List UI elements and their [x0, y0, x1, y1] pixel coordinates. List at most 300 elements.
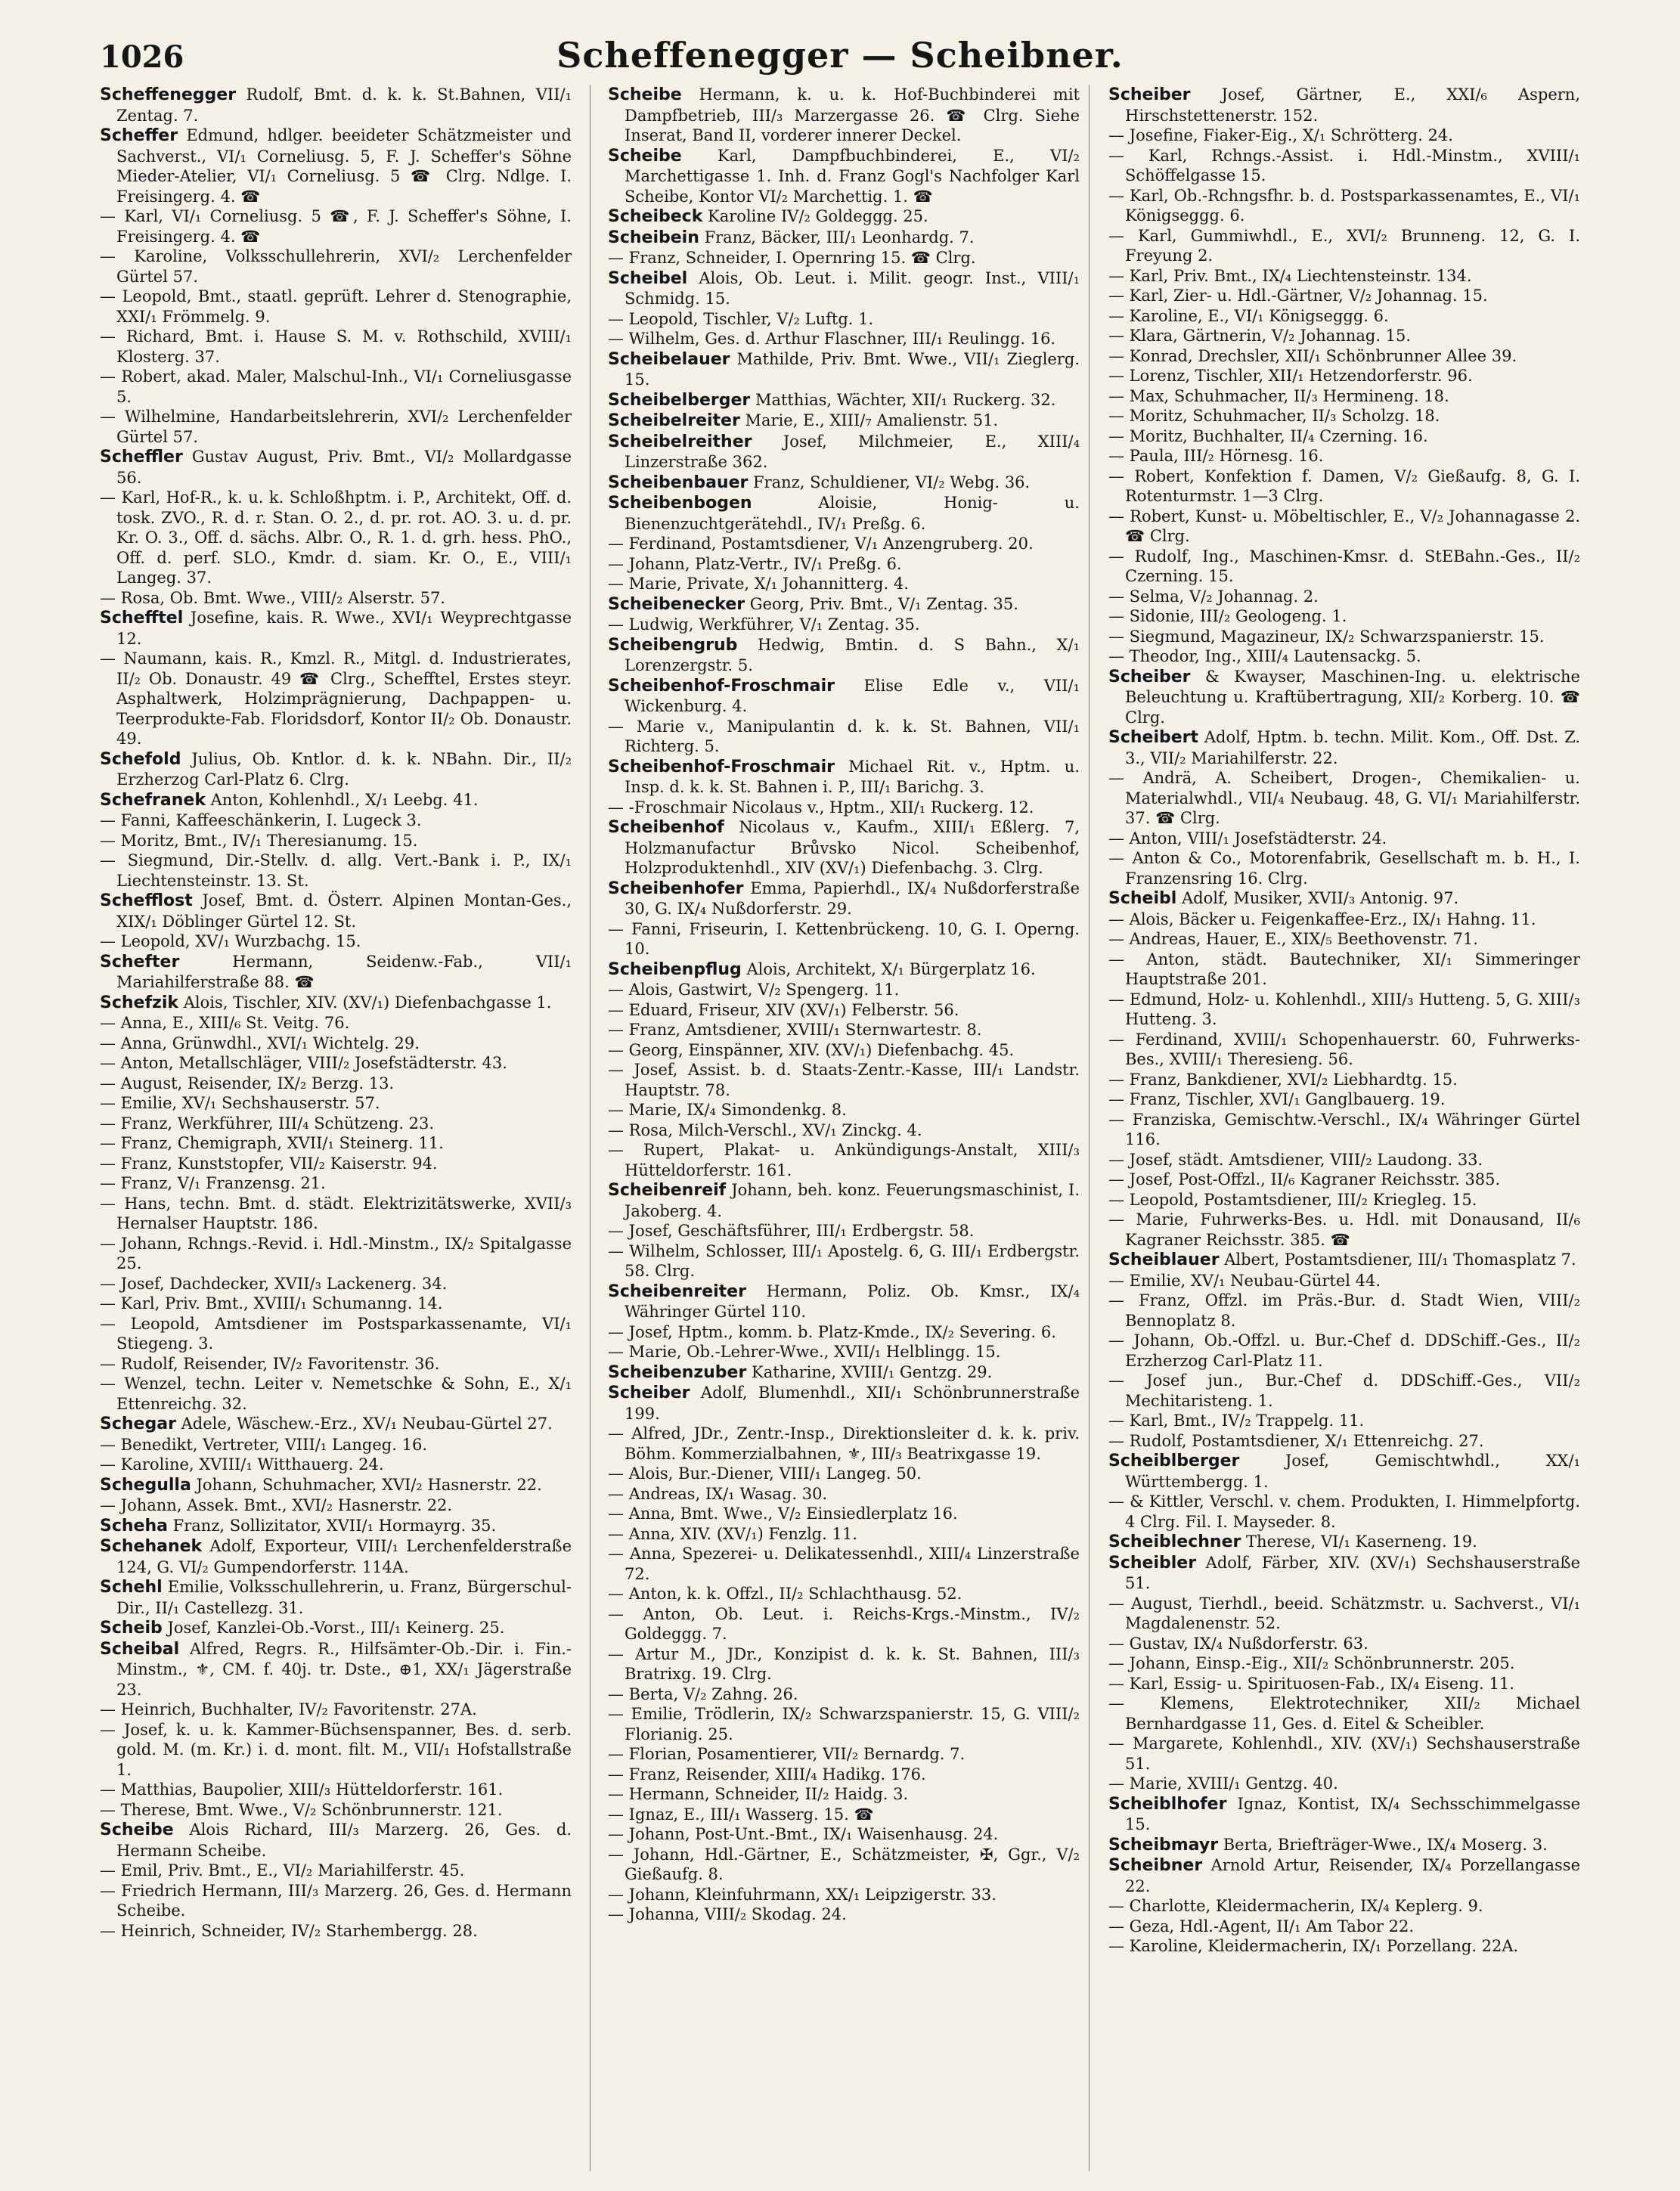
entry-text: — Leopold, XV/₁ Wurzbachg. 15. — [100, 932, 361, 950]
entry-headword: Scheibenpflug — [608, 959, 742, 979]
entry-headword: Scheibenreiter — [608, 1281, 746, 1301]
entry-text: Berta, Briefträger-Wwe., IX/₄ Moserg. 3. — [1218, 1835, 1548, 1854]
directory-entry — [608, 1524, 1080, 1545]
directory-entry — [100, 851, 572, 891]
entry-text: Josef, Milchmeier, E., XIII/₄ Linzerstraße 362. — [625, 432, 1080, 471]
entry-text: — Alois, Gastwirt, V/₂ Spengerg. 11. — [608, 981, 900, 999]
directory-entry — [608, 615, 1080, 635]
entry-text: — Eduard, Friseur, XIV (XV/₁) Felberstr. 56. — [608, 1000, 959, 1019]
entry-text: Therese, VI/₁ Kaserneng. 19. — [1241, 1532, 1477, 1551]
entry-text: — Marie v., Manipulantin d. k. k. St. Bahnen, VII/₁ Richterg. 5. — [608, 717, 1080, 755]
directory-entry — [1108, 888, 1580, 910]
directory-entry — [1108, 186, 1580, 226]
entry-text: — Selma, V/₂ Johannag. 2. — [1108, 587, 1319, 606]
directory-entry — [1108, 346, 1580, 367]
entry-text: — Johann, Ob.-Offzl. u. Bur.-Chef d. DDSchiff.-Ges., II/₂ Erzherzog Carl-Platz 11. — [1108, 1331, 1580, 1370]
entry-text: Emilie, Volksschullehrerin, u. Franz, Bürgerschul-Dir., II/₁ Castellezg. 31. — [116, 1578, 572, 1617]
directory-entry — [608, 757, 1080, 798]
entry-headword: Scheiblhofer — [1108, 1794, 1227, 1814]
directory-entry — [100, 1274, 572, 1294]
directory-entry — [100, 952, 572, 993]
directory-entry — [608, 554, 1080, 575]
entry-text: — Paula, III/₂ Hörnesg. 16. — [1108, 447, 1324, 465]
entry-text: — Ludwig, Werkführer, V/₁ Zentag. 35. — [608, 615, 920, 634]
entry-text: — Karoline, XVIII/₁ Witthauerg. 24. — [100, 1455, 384, 1474]
entry-text: — Franz, Bankdiener, XVI/₂ Liebhardtg. 15. — [1108, 1070, 1458, 1089]
directory-entry — [1108, 1411, 1580, 1431]
entry-text: Edmund, hdlger. beeideter Schätzmeister und Sachverst., VI/₁ Corneliusg. 5, F. J. Scheffer's Söhne Mieder-Atelier, VI/₁ Corneliusg. 5 ☎ Clrg. Ndlge. I. Freisingerg. 4. ☎ — [116, 126, 572, 206]
entry-text: — Karl, Ob.-Rchngsfhr. b. d. Postsparkassenamtes, E., VI/₁ Königseggg. 6. — [1108, 186, 1580, 225]
directory-entry — [608, 717, 1080, 757]
directory-entry — [1108, 1291, 1580, 1331]
entry-text: — Josefine, Fiaker-Eig., X/₁ Schrötterg. 24. — [1108, 126, 1453, 144]
entry-text: — Rosa, Milch-Verschl., XV/₁ Zinckg. 4. — [608, 1120, 922, 1139]
entry-headword: Scheiber — [1108, 667, 1191, 686]
entry-text: — Sidonie, III/₂ Geologeng. 1. — [1108, 607, 1347, 625]
directory-entry — [1108, 606, 1580, 627]
entry-text: Karoline IV/₂ Goldeggg. 25. — [702, 207, 928, 225]
directory-entry — [100, 749, 572, 790]
entry-text: — Fanni, Kaffeeschänkerin, I. Lugeck 3. — [100, 811, 422, 829]
directory-entry — [1108, 848, 1580, 888]
directory-entry — [1108, 1250, 1580, 1271]
directory-entry — [608, 1784, 1080, 1805]
directory-entry — [608, 1424, 1080, 1464]
entry-text: — Leopold, Amtsdiener im Postsparkassenamte, VI/₁ Stiegeng. 3. — [100, 1314, 572, 1353]
entry-headword: Scheibeck — [608, 207, 703, 226]
directory-entry — [608, 309, 1080, 330]
entry-text: — Anna, Spezerei- u. Delikatessenhdl., XIII/₄ Linzerstraße 72. — [608, 1545, 1080, 1583]
directory-entry — [608, 1544, 1080, 1584]
entry-headword: Scheffler — [100, 448, 183, 466]
directory-entry — [100, 206, 572, 246]
directory-entry — [100, 790, 572, 811]
entry-text: — Edmund, Holz- u. Kohlenhdl., XIII/₃ Hutteng. 5, G. XIII/₃ Hutteng. 3. — [1108, 990, 1580, 1028]
entry-headword: Scheibe — [608, 146, 682, 166]
directory-entry — [100, 891, 572, 931]
directory-entry — [1108, 85, 1580, 126]
directory-entry — [608, 1342, 1080, 1362]
directory-entry — [100, 85, 572, 126]
entry-headword: Scheibenzuber — [608, 1362, 747, 1382]
directory-entry — [608, 390, 1080, 411]
directory-entry — [1108, 587, 1580, 607]
entry-text: — Leopold, Postamtsdiener, III/₂ Kriegleg. 15. — [1108, 1190, 1477, 1209]
entry-headword: Scheibenhof — [608, 818, 724, 837]
entry-text: — Johann, Assek. Bmt., XVI/₂ Hasnerstr. 22. — [100, 1496, 453, 1514]
entry-text: — Fanni, Friseurin, I. Kettenbrückeng. 10, G. I. Operng. 10. — [608, 919, 1080, 958]
entry-text: — -Froschmair Nicolaus v., Hptm., XII/₁ Ruckerg. 12. — [608, 798, 1034, 817]
entry-text: — Artur M., JDr., Konzipist d. k. k. St. Bahnen, III/₃ Bratrixg. 19. Clrg. — [608, 1644, 1080, 1683]
directory-entry — [1108, 1190, 1580, 1210]
entry-text: — Anton & Co., Motorenfabrik, Gesellschaft m. b. H., I. Franzensring 16. Clrg. — [1108, 849, 1580, 888]
entry-text: — Anton, Ob. Leut. i. Reichs-Krgs.-Minstm., IV/₂ Goldeggg. 7. — [608, 1604, 1080, 1643]
entry-text: — Karl, Hof-R., k. u. k. Schloßhptm. i. P., Architekt, Off. d. tosk. ZVO., R. d. r. Stan. O. 2., d. pr. rot. AO. 3. u. d. pr. Kr. O. 3., Off. d. sächs. Albr. O., R. 1. d. grh. hess. PhO., Off. d. perf. SLO., Kmdr. d. siam. Kr. O., E., VIII/₁ Langeg. 37. — [100, 488, 572, 587]
directory-entry — [608, 248, 1080, 268]
entry-text: Karl, Dampfbuchbinderei, E., VI/₂ Marchettigasse 1. Inh. d. Franz Gogl's Nachfolger Karl Scheibe, Kontor VI/₂ Marchettig. 1. ☎ — [625, 146, 1080, 206]
entry-text: — Ferdinand, XVIII/₁ Schopenhauerstr. 60, Fuhrwerks-Bes., XVIII/₁ Theresieng. 56. — [1108, 1030, 1580, 1068]
directory-entry — [100, 1053, 572, 1074]
entry-headword: Scheibein — [608, 228, 699, 247]
directory-entry — [608, 1644, 1080, 1684]
directory-entry — [1108, 768, 1580, 829]
entry-text: — Moritz, Bmt., IV/₁ Theresianumg. 15. — [100, 831, 418, 850]
entry-text: Anton, Kohlenhdl., X/₁ Leebg. 41. — [205, 790, 479, 809]
directory-entry — [100, 1720, 572, 1780]
columns-container — [100, 85, 1580, 2171]
entry-headword: Scheibe — [100, 1821, 174, 1839]
directory-entry — [100, 1577, 572, 1618]
entry-text: Mathilde, Priv. Bmt. Wwe., VII/₁ Zieglerg. 15. — [625, 349, 1080, 389]
entry-text: Alois, Ob. Leut. i. Milit. geogr. Inst., VIII/₁ Schmidg. 15. — [625, 268, 1080, 308]
entry-headword: Schegulla — [100, 1475, 191, 1495]
entry-text: — Rudolf, Postamtsdiener, X/₁ Ettenreichg. 27. — [1108, 1431, 1484, 1450]
directory-entry — [608, 1120, 1080, 1141]
page-number: 1026 — [100, 39, 184, 75]
directory-entry — [100, 1861, 572, 1881]
entry-text: — August, Reisender, IX/₂ Berzg. 13. — [100, 1074, 395, 1092]
entry-text: Alois Richard, III/₃ Marzerg. 26, Ges. d. Hermann Scheibe. — [116, 1821, 572, 1860]
directory-entry — [1108, 1936, 1580, 1957]
directory-entry — [608, 1464, 1080, 1484]
directory-entry — [608, 1000, 1080, 1021]
directory-entry — [1108, 386, 1580, 407]
entry-text: — Anton, VIII/₁ Josefstädterstr. 24. — [1108, 829, 1387, 848]
entry-headword: Schefflost — [100, 891, 193, 910]
directory-entry — [608, 228, 1080, 249]
entry-text: — Karl, Gummiwhdl., E., XVI/₂ Brunneng. 12, G. I. Freyung 2. — [1108, 226, 1580, 265]
directory-entry — [1108, 366, 1580, 386]
entry-text: — Rupert, Plakat- u. Ankündigungs-Anstalt, XIII/₃ Hütteldorferstr. 161. — [608, 1141, 1080, 1179]
entry-headword: Schefranek — [100, 790, 206, 810]
directory-entry — [608, 635, 1080, 676]
entry-text: Michael Rit. v., Hptm. u. Insp. d. k. k. St. Bahnen i. P., III/₁ Barichg. 3. — [625, 757, 1080, 796]
entry-text: — Franz, V/₁ Franzensg. 21. — [100, 1174, 326, 1192]
entry-text: — Johann, Post-Unt.-Bmt., IX/₁ Waisenhausg. 24. — [608, 1825, 999, 1843]
directory-entry — [1108, 1371, 1580, 1411]
entry-text: — Naumann, kais. R., Kmzl. R., Mitgl. d. Industrierates, II/₂ Ob. Donaustr. 49 ☎ Clrg., Schefftel, Erstes steyr. Asphaltwerk, Holzimprägnierung, Dachpappen- u. Teerprodukte-Fab. Floridsdorf, Kontor II/₂ Ob. Donaustr. 49. — [100, 649, 572, 748]
directory-entry — [1108, 1532, 1580, 1553]
directory-entry — [608, 1281, 1080, 1322]
entry-text: — Karl, Essig- u. Spirituosen-Fab., IX/₄ Eiseng. 11. — [1108, 1674, 1514, 1693]
entry-headword: Scheibenecker — [608, 594, 745, 614]
entry-headword: Scheffer — [100, 126, 178, 145]
entry-text: — Franz, Tischler, XVI/₁ Ganglbauerg. 19. — [1108, 1090, 1446, 1108]
entry-text: — Alfred, JDr., Zentr.-Insp., Direktionsleiter d. k. k. priv. Böhm. Kommerzialbahnen, ⚜, III/₃ Beatrixgasse 19. — [608, 1424, 1080, 1463]
directory-entry — [1108, 1110, 1580, 1150]
entry-headword: Scheiblechner — [1108, 1532, 1241, 1551]
entry-headword: Scheibenbauer — [608, 473, 749, 492]
directory-entry — [1108, 1917, 1580, 1937]
entry-headword: Scheibengrub — [608, 635, 738, 655]
entry-headword: Scheibler — [1108, 1553, 1197, 1573]
directory-entry — [1108, 1150, 1580, 1170]
entry-text: & Kwayser, Maschinen-Ing. u. elektrische Beleuchtung u. Kraftübertragung, XII/₂ Korberg. 10. ☎ Clrg. — [1125, 667, 1580, 727]
directory-entry — [100, 1234, 572, 1274]
entry-text: — Marie, Ob.-Lehrer-Wwe., XVII/₁ Helblingg. 15. — [608, 1343, 1001, 1361]
entry-headword: Scheibenhofer — [608, 879, 744, 898]
entry-text: Alfred, Regrs. R., Hilfsämter-Ob.-Dir. i. Fin.-Minstm., ⚜, CM. f. 40j. tr. Dste., ⊕1, XX/₁ Jägerstraße 23. — [116, 1639, 572, 1699]
entry-text: Franz, Sollizitator, XVII/₁ Hormayrg. 35. — [167, 1516, 497, 1535]
entry-text: — Wilhelmine, Handarbeitslehrerin, XVI/₂ Lerchenfelder Gürtel 57. — [100, 408, 572, 446]
directory-entry — [1108, 306, 1580, 327]
entry-headword: Schegar — [100, 1415, 176, 1433]
entry-text: Elise Edle v., VII/₁ Wickenburg. 4. — [625, 676, 1080, 715]
entry-text: — Alois, Bäcker u. Feigenkaffee-Erz., IX/₁ Hahng. 11. — [1108, 910, 1536, 928]
directory-entry — [1108, 1271, 1580, 1291]
entry-text: — Moritz, Schuhmacher, II/₃ Scholzg. 18. — [1108, 407, 1440, 425]
entry-text: Adolf, Musiker, XVII/₃ Antonig. 97. — [1176, 889, 1459, 907]
directory-entry — [1108, 547, 1580, 587]
entry-text: — Geza, Hdl.-Agent, II/₁ Am Tabor 22. — [1108, 1917, 1415, 1935]
directory-entry — [608, 817, 1080, 879]
directory-entry — [608, 268, 1080, 309]
entry-text: — Max, Schuhmacher, II/₃ Hermineng. 18. — [1108, 386, 1449, 405]
entry-text: — Johann, Rchngs.-Revid. i. Hdl.-Minstm., IX/₂ Spitalgasse 25. — [100, 1234, 572, 1272]
column-3 — [1108, 85, 1580, 2171]
entry-text: Matthias, Wächter, XII/₁ Ruckerg. 32. — [750, 390, 1056, 409]
directory-entry — [608, 206, 1080, 228]
directory-entry — [100, 1154, 572, 1174]
directory-entry — [100, 1374, 572, 1414]
entry-text: Albert, Postamtsdiener, III/₁ Thomasplatz 7. — [1219, 1250, 1576, 1269]
directory-entry — [100, 1516, 572, 1537]
entry-text: — Robert, Konfektion f. Damen, V/₂ Gießaufg. 8, G. I. Rotenturmstr. 1—3 Clrg. — [1108, 466, 1580, 505]
directory-entry — [1108, 1331, 1580, 1371]
directory-entry — [608, 1604, 1080, 1644]
entry-text: — Rudolf, Ing., Maschinen-Kmsr. d. StEBahn.-Ges., II/₂ Czerning. 15. — [1108, 547, 1580, 585]
entry-text: — Franz, Chemigraph, XVII/₁ Steinerg. 11. — [100, 1134, 444, 1152]
entry-text: — Ignaz, E., III/₁ Wasserg. 15. ☎ — [608, 1805, 874, 1824]
column-divider — [1089, 85, 1090, 2171]
directory-entry — [1108, 667, 1580, 728]
directory-entry — [608, 1221, 1080, 1241]
directory-entry — [608, 146, 1080, 207]
directory-entry — [608, 1180, 1080, 1221]
column-2 — [608, 85, 1080, 2171]
directory-entry — [608, 1383, 1080, 1424]
directory-entry — [1108, 1594, 1580, 1634]
directory-entry — [608, 1362, 1080, 1384]
directory-entry — [608, 432, 1080, 473]
entry-text: — Ferdinand, Postamtsdiener, V/₁ Anzengruberg. 20. — [608, 535, 1034, 553]
directory-entry — [100, 287, 572, 327]
directory-entry — [1108, 829, 1580, 849]
entry-text: — Franz, Reisender, XIII/₄ Hadikg. 176. — [608, 1765, 926, 1783]
directory-entry — [100, 1093, 572, 1114]
directory-entry — [608, 473, 1080, 494]
entry-text: — Karoline, Kleidermacherin, IX/₁ Porzellang. 22A. — [1108, 1937, 1519, 1955]
directory-entry — [1108, 446, 1580, 466]
entry-text: — Johann, Platz-Vertr., IV/₁ Preßg. 6. — [608, 554, 902, 573]
directory-entry — [100, 1455, 572, 1475]
directory-entry — [100, 1435, 572, 1455]
entry-text: — Franz, Werkführer, III/₄ Schützeng. 23. — [100, 1114, 435, 1133]
entry-text: — Heinrich, Schneider, IV/₂ Starhembergg. 28. — [100, 1921, 478, 1940]
directory-entry — [1108, 286, 1580, 306]
entry-text: — Josef, Geschäftsführer, III/₁ Erdbergstr. 58. — [608, 1222, 975, 1240]
directory-entry — [1108, 1674, 1580, 1694]
entry-text: — Heinrich, Buchhalter, IV/₂ Favoritenstr. 27A. — [100, 1700, 477, 1718]
entry-text: Franz, Schuldiener, VI/₂ Webg. 36. — [748, 473, 1031, 491]
entry-headword: Schefold — [100, 749, 181, 769]
directory-entry — [1108, 1734, 1580, 1774]
directory-entry — [100, 1881, 572, 1921]
directory-entry — [608, 1060, 1080, 1100]
entry-text: — Andreas, IX/₁ Wasag. 30. — [608, 1484, 828, 1503]
directory-entry — [608, 1805, 1080, 1825]
entry-text: Adolf, Exporteur, VIII/₁ Lerchenfelderstraße 124, G. VI/₂ Gumpendorferstr. 114A. — [116, 1537, 572, 1576]
directory-entry — [1108, 146, 1580, 186]
directory-entry — [100, 1034, 572, 1054]
entry-text: — Margarete, Kohlenhdl., XIV. (XV/₁) Sechshauserstraße 51. — [1108, 1734, 1580, 1773]
entry-text: Nicolaus v., Kaufm., XIII/₁ Eßlerg. 7, Holzmanufactur Brůvsko Nicol. Scheibenhof, Holzproduktenhdl., XIV (XV/₁) Diefenbachg. 3. Clrg. — [625, 818, 1080, 877]
directory-entry — [1108, 1855, 1580, 1896]
entry-text: — Berta, V/₂ Zahng. 26. — [608, 1684, 798, 1703]
entry-headword: Scheibenhof-Froschmair — [608, 757, 835, 776]
directory-entry — [100, 1173, 572, 1194]
entry-text: — Anton, Metallschläger, VIII/₂ Josefstädterstr. 43. — [100, 1054, 507, 1072]
directory-entry — [608, 1100, 1080, 1120]
entry-text: Adolf, Blumenhdl., XII/₁ Schönbrunnerstraße 199. — [625, 1384, 1080, 1423]
entry-text: — Johann, Hdl.-Gärtner, E., Schätzmeister, ✠, Ggr., V/₂ Gießaufg. 8. — [608, 1845, 1080, 1883]
entry-text: Georg, Priv. Bmt., V/₁ Zentag. 35. — [745, 594, 1018, 613]
entry-text: Emma, Papierhdl., IX/₄ Nußdorferstraße 30, G. IX/₄ Nußdorferstr. 29. — [625, 879, 1080, 918]
directory-entry — [608, 879, 1080, 919]
entry-text: — Benedikt, Vertreter, VIII/₁ Langeg. 16. — [100, 1435, 427, 1454]
entry-text: — Konrad, Drechsler, XII/₁ Schönbrunner Allee 39. — [1108, 346, 1517, 365]
entry-text: — Leopold, Tischler, V/₂ Luftg. 1. — [608, 309, 874, 328]
directory-entry — [100, 488, 572, 588]
entry-headword: Schehanek — [100, 1537, 203, 1556]
entry-text: Adele, Wäschew.-Erz., XV/₁ Neubau-Gürtel 27. — [175, 1415, 553, 1433]
entry-headword: Scheibl — [1108, 889, 1177, 908]
entry-text: — Karl, Bmt., IV/₂ Trappelg. 11. — [1108, 1412, 1365, 1430]
entry-text: Hedwig, Bmtin. d. S Bahn., X/₁ Lorenzergstr. 5. — [625, 635, 1080, 674]
directory-entry — [1108, 646, 1580, 667]
entry-text: — Emilie, Trödlerin, IX/₂ Schwarzspanierstr. 15, G. VIII/₂ Florianig. 25. — [608, 1705, 1080, 1743]
entry-text: Johann, Schuhmacher, XVI/₂ Hasnerstr. 22. — [191, 1475, 542, 1494]
directory-entry — [608, 411, 1080, 432]
directory-entry — [100, 1639, 572, 1700]
entry-text: — Anna, E., XIII/₆ St. Veitg. 76. — [100, 1014, 350, 1032]
entry-text: Josefine, kais. R. Wwe., XVI/₁ Weyprechtgasse 12. — [116, 609, 572, 648]
directory-entry — [608, 594, 1080, 615]
entry-text: — Franz, Schneider, I. Opernring 15. ☎ Clrg. — [608, 249, 976, 267]
directory-entry — [100, 993, 572, 1014]
entry-text: — Robert, Kunst- u. Möbeltischler, E., V/₂ Johannagasse 2. ☎ Clrg. — [1108, 507, 1580, 545]
entry-text: — Anton, k. k. Offzl., II/₂ Schlachthausg. 52. — [608, 1585, 962, 1603]
entry-text: — Andreas, Hauer, E., XIX/₅ Beethovenstr. 71. — [1108, 930, 1478, 948]
directory-entry — [608, 574, 1080, 594]
directory-entry — [1108, 507, 1580, 547]
entry-headword: Scheibelreither — [608, 432, 752, 451]
directory-entry — [1108, 326, 1580, 346]
directory-entry — [608, 1684, 1080, 1705]
entry-text: — Andrä, A. Scheibert, Drogen-, Chemikalien- u. Materialwhdl., VII/₄ Neubaug. 48, G. VI/₁ Mariahilferstr. 37. ☎ Clrg. — [1108, 769, 1580, 827]
directory-entry — [100, 1013, 572, 1034]
entry-text: — Charlotte, Kleidermacherin, IX/₄ Keplerg. 9. — [1108, 1897, 1483, 1915]
entry-text: Rudolf, Bmt. d. k. k. St.Bahnen, VII/₁ Zentag. 7. — [116, 85, 572, 125]
entry-text: — Anton, städt. Bautechniker, XI/₁ Simmeringer Hauptstraße 201. — [1108, 950, 1580, 988]
directory-entry — [100, 1294, 572, 1314]
directory-entry — [1108, 1030, 1580, 1070]
directory-entry — [608, 85, 1080, 146]
entry-text: — Marie, IX/₄ Simondenkg. 8. — [608, 1101, 847, 1119]
directory-entry — [1108, 1896, 1580, 1917]
entry-text: Josef, Bmt. d. Österr. Alpinen Montan-Ges., XIX/₁ Döblinger Gürtel 12. St. — [116, 891, 572, 931]
entry-text: Adolf, Hptm. b. techn. Milit. Kom., Off. Dst. Z. 3., VII/₂ Mariahilferstr. 22. — [1125, 728, 1580, 767]
entry-text: — Emilie, XV/₁ Sechshauserstr. 57. — [100, 1094, 380, 1112]
entry-text: — Siegmund, Dir.-Stellv. d. allg. Vert.-Bank i. P., IX/₁ Liechtensteinstr. 13. St. — [100, 851, 572, 890]
entry-text: — Matthias, Baupolier, XIII/₃ Hütteldorferstr. 161. — [100, 1780, 504, 1799]
entry-text: — Johann, Einsp.-Eig., XII/₂ Schönbrunnerstr. 205. — [1108, 1654, 1515, 1672]
directory-entry — [100, 1618, 572, 1639]
directory-entry — [1108, 727, 1580, 768]
entry-headword: Scheibert — [1108, 728, 1199, 747]
entry-text: — Emilie, XV/₁ Neubau-Gürtel 44. — [1108, 1271, 1381, 1290]
entry-text: — Rudolf, Reisender, IV/₂ Favoritenstr. 36. — [100, 1354, 440, 1373]
entry-headword: Scheiblauer — [1108, 1250, 1220, 1269]
entry-text: — Friedrich Hermann, III/₃ Marzerg. 26, Ges. d. Hermann Scheibe. — [100, 1881, 572, 1920]
entry-text: Josef, Gärtner, E., XXI/₆ Aspern, Hirschstettenerstr. 152. — [1125, 85, 1580, 125]
directory-entry — [1108, 1070, 1580, 1090]
entry-text: — Karoline, E., VI/₁ Königseggg. 6. — [1108, 306, 1389, 325]
directory-entry — [1108, 1431, 1580, 1452]
entry-text: — Wenzel, techn. Leiter v. Nemetschke & Sohn, E., X/₁ Ettenreichg. 32. — [100, 1374, 572, 1413]
entry-text: Alois, Tischler, XIV. (XV/₁) Diefenbachgasse 1. — [178, 993, 552, 1012]
directory-entry — [1108, 1794, 1580, 1835]
directory-entry — [1108, 266, 1580, 287]
entry-text: — Johann, Kleinfuhrmann, XX/₁ Leipzigerstr. 33. — [608, 1885, 997, 1904]
directory-entry — [608, 493, 1080, 534]
column-1 — [100, 85, 572, 2171]
entry-text: Johann, beh. konz. Feuerungsmaschinist, I. Jakoberg. 4. — [625, 1181, 1080, 1220]
directory-entry — [608, 980, 1080, 1000]
entry-text: — Marie, XVIII/₁ Gentzg. 40. — [1108, 1774, 1338, 1793]
entry-text: — & Kittler, Verschl. v. chem. Produkten, I. Himmelpfortg. 4 Clrg. Fil. I. Mayseder. 8. — [1108, 1492, 1580, 1531]
directory-entry — [608, 1824, 1080, 1845]
entry-text: — Florian, Posamentierer, VII/₂ Bernardg. 7. — [608, 1745, 966, 1763]
directory-entry — [608, 1140, 1080, 1180]
entry-text: Gustav August, Priv. Bmt., VI/₂ Mollardgasse 56. — [116, 448, 572, 487]
directory-entry — [608, 1845, 1080, 1885]
entry-text: Arnold Artur, Reisender, IX/₄ Porzellangasse 22. — [1125, 1856, 1580, 1895]
directory-entry — [100, 649, 572, 749]
entry-text: — Karoline, Volksschullehrerin, XVI/₂ Lerchenfelder Gürtel 57. — [100, 247, 572, 286]
entry-headword: Scheibelauer — [608, 349, 730, 369]
entry-text: — Leopold, Bmt., staatl. geprüft. Lehrer d. Stenographie, XXI/₁ Frömmelg. 9. — [100, 287, 572, 326]
directory-entry — [1108, 1634, 1580, 1654]
entry-text: — Gustav, IX/₄ Nußdorferstr. 63. — [1108, 1634, 1368, 1653]
directory-entry — [100, 327, 572, 367]
entry-text: — Franziska, Gemischtw.-Verschl., IX/₄ Währinger Gürtel 116. — [1108, 1110, 1580, 1148]
entry-text: — Franz, Amtsdiener, XVIII/₁ Sternwartestr. 8. — [608, 1021, 982, 1039]
directory-entry — [100, 1700, 572, 1720]
directory-entry — [100, 246, 572, 287]
directory-entry — [1108, 910, 1580, 930]
entry-text: — Josef, Dachdecker, XVII/₃ Lackenerg. 34. — [100, 1274, 448, 1293]
directory-entry — [1108, 627, 1580, 647]
entry-text: — Josef jun., Bur.-Chef d. DDSchiff.-Ges., VII/₂ Mechitaristeng. 1. — [1108, 1371, 1580, 1410]
entry-text: Alois, Architekt, X/₁ Bürgerplatz 16. — [741, 959, 1036, 978]
directory-entry — [608, 349, 1080, 390]
directory-entry — [100, 931, 572, 952]
entry-text: — Karl, VI/₁ Corneliusg. 5 ☎, F. J. Scheffer's Söhne, I. Freisingerg. 4. ☎ — [100, 207, 572, 246]
entry-text: — Anna, Grünwdhl., XVI/₁ Wichtelg. 29. — [100, 1034, 420, 1052]
directory-entry — [100, 447, 572, 488]
directory-entry — [100, 1780, 572, 1800]
